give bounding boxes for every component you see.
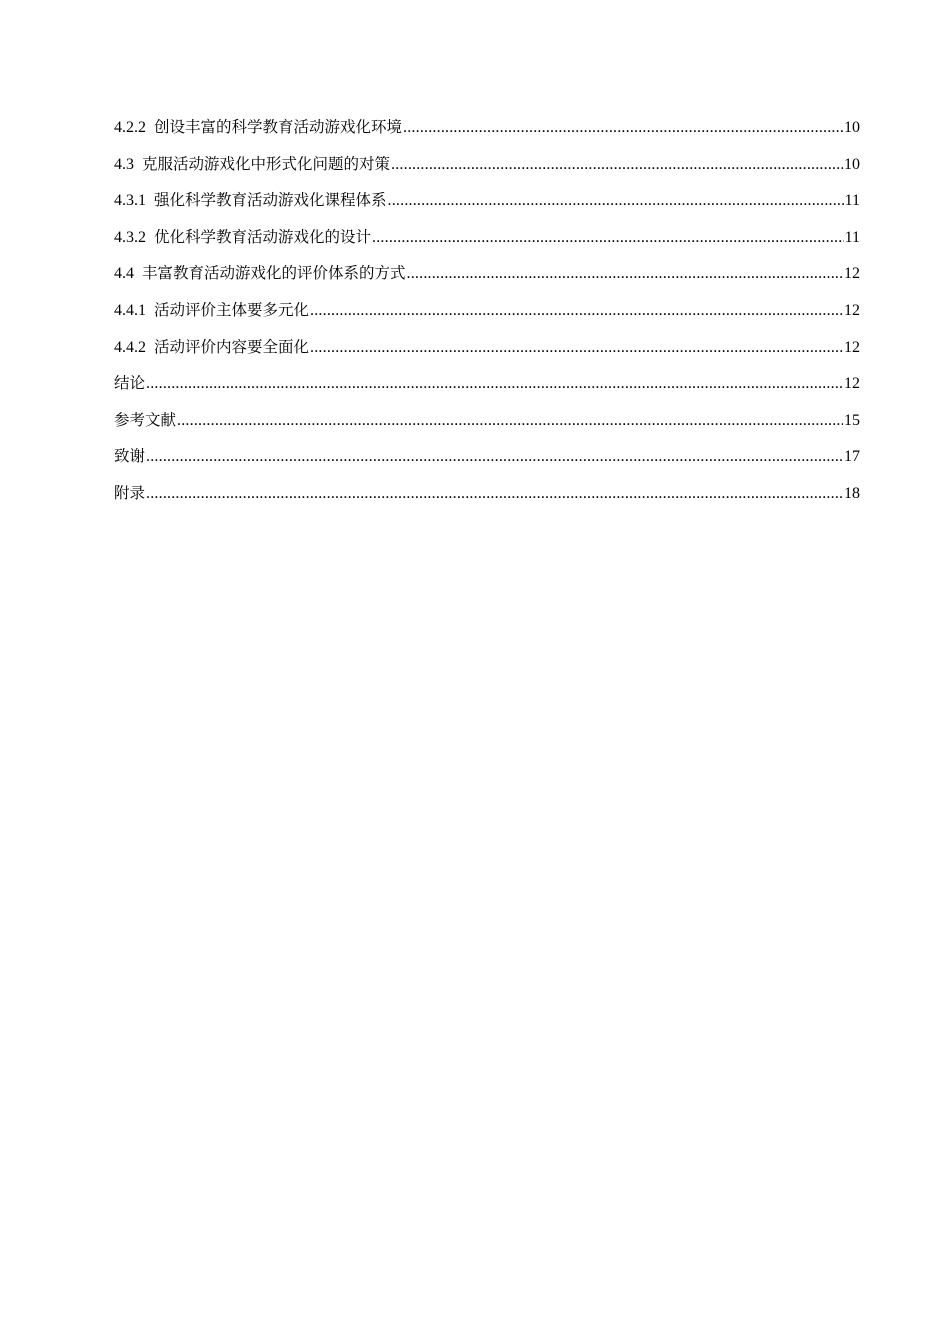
toc-entry-title	[114, 223, 371, 252]
toc-page-number: 10	[844, 155, 860, 173]
toc-entry-text: 强化科学教育活动游戏化课程体系	[154, 191, 387, 210]
toc-entry-text: 参考文献	[114, 410, 177, 429]
toc-dot-leader	[310, 297, 843, 325]
toc-entry-number: 4.3	[114, 155, 134, 173]
toc-entry-text: 创设丰富的科学教育活动游戏化环境	[154, 118, 403, 136]
toc-entry-4-4-2[interactable]	[114, 333, 860, 370]
toc-entry-title	[114, 406, 176, 434]
toc-entry-text: 丰富教育活动游戏化的评价体系的方式	[142, 264, 406, 283]
toc-page-number: 11	[844, 192, 860, 210]
toc-dot-leader	[146, 443, 843, 471]
toc-dot-leader	[310, 334, 843, 362]
toc-page-number: 12	[844, 375, 860, 393]
toc-dot-leader	[403, 114, 843, 142]
toc-dot-leader	[146, 480, 843, 508]
toc-entry-text: 克服活动游戏化中形式化问题的对策	[142, 154, 391, 173]
toc-entry-references[interactable]	[114, 406, 860, 443]
toc-entry-appendix[interactable]	[114, 479, 860, 516]
toc-entry-title	[114, 479, 145, 507]
toc-entry-number: 4.4	[114, 265, 134, 283]
toc-entry-number: 4.3.2	[114, 228, 146, 246]
toc-entry-4-3[interactable]	[114, 150, 860, 187]
toc-entry-number: 4.3.1	[114, 192, 146, 210]
table-of-contents	[114, 113, 860, 516]
toc-entry-4-3-2[interactable]	[114, 223, 860, 260]
toc-entry-text: 结论	[114, 374, 146, 393]
toc-page-number: 11	[844, 228, 860, 246]
toc-entry-title	[114, 333, 309, 362]
toc-entry-4-2-2[interactable]	[114, 113, 860, 150]
toc-entry-4-3-1[interactable]	[114, 186, 860, 223]
toc-entry-title	[114, 113, 402, 142]
toc-dot-leader	[407, 260, 843, 288]
toc-page-number: 17	[844, 448, 860, 466]
toc-entry-text: 优化科学教育活动游戏化的设计	[154, 227, 372, 246]
toc-page-number: 12	[844, 338, 860, 356]
toc-page-number: 12	[844, 301, 860, 319]
toc-dot-leader	[391, 151, 843, 179]
toc-page-number: 12	[844, 265, 860, 283]
toc-entry-text: 致谢	[114, 447, 146, 466]
toc-dot-leader	[177, 407, 843, 435]
toc-entry-title	[114, 150, 390, 179]
toc-entry-title	[114, 259, 406, 288]
toc-entry-number: 4.4.2	[114, 338, 146, 356]
toc-entry-text: 活动评价主体要多元化	[154, 300, 310, 319]
toc-page-number: 10	[844, 119, 860, 136]
toc-entry-text: 活动评价内容要全面化	[154, 337, 310, 356]
toc-entry-title	[114, 369, 145, 397]
toc-page-number: 15	[844, 411, 860, 429]
toc-entry-title	[114, 442, 145, 470]
toc-dot-leader	[372, 224, 844, 252]
toc-entry-4-4-1[interactable]	[114, 296, 860, 333]
toc-entry-acknowledgements[interactable]	[114, 442, 860, 479]
toc-dot-leader	[388, 187, 844, 215]
toc-entry-conclusion[interactable]	[114, 369, 860, 406]
toc-dot-leader	[146, 370, 843, 398]
toc-entry-text: 附录	[114, 483, 146, 502]
toc-page-number: 18	[844, 484, 860, 502]
toc-entry-title	[114, 296, 309, 325]
toc-entry-4-4[interactable]	[114, 259, 860, 296]
toc-entry-number: 4.2.2	[114, 119, 146, 136]
toc-entry-number: 4.4.1	[114, 301, 146, 319]
toc-entry-title	[114, 186, 387, 215]
